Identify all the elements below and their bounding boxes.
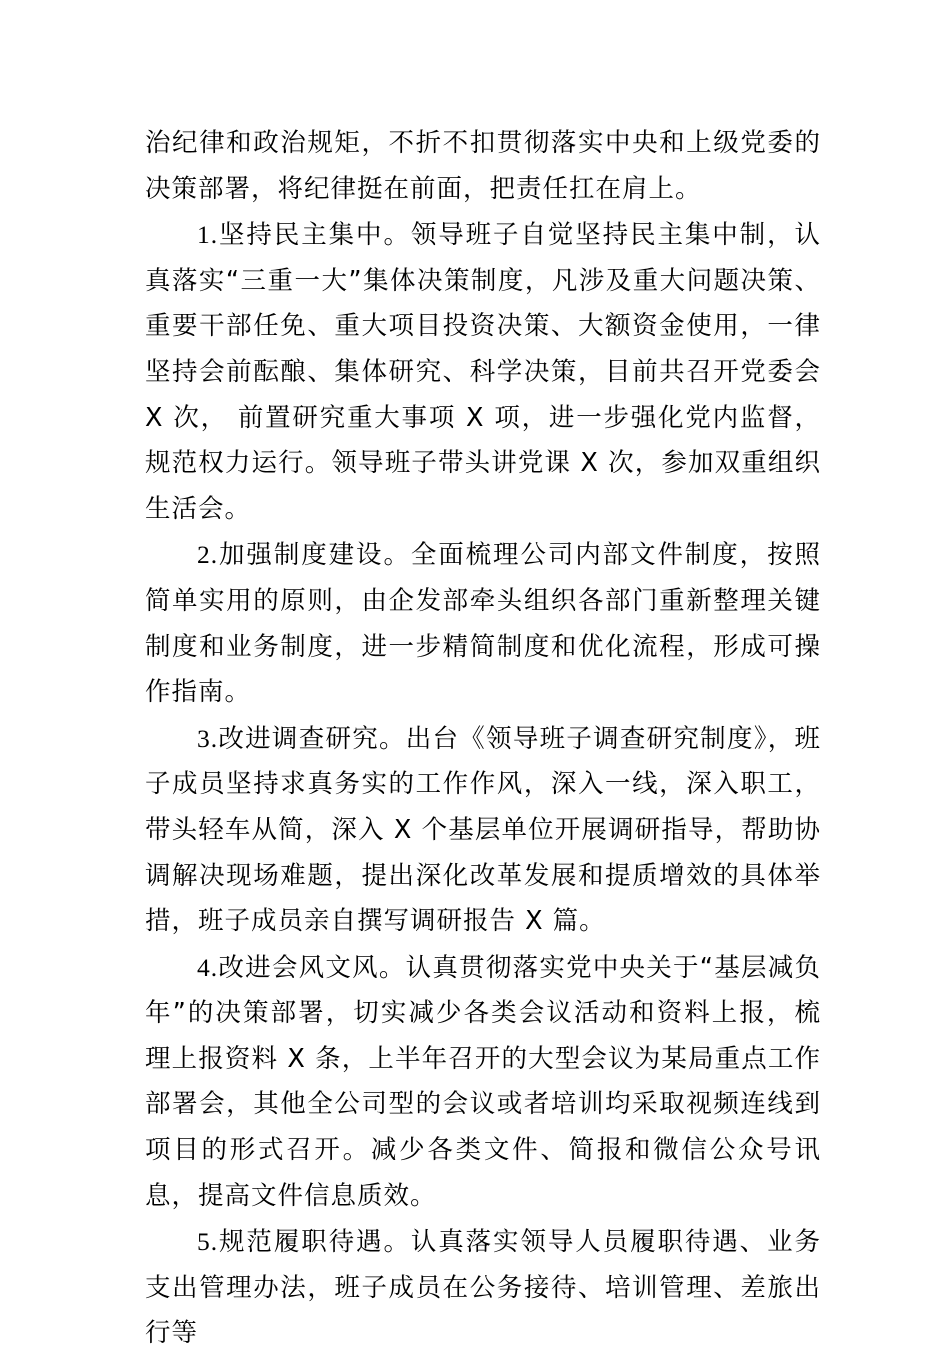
document-page — [145, 121, 821, 1357]
item-number: 1. — [197, 220, 219, 250]
paragraph-text: 加强制度建设。全面梳理公司内部文件制度，按照简单实用的原则，由企发部牵头组织各部门重新整理关键制度和业务制度，进一步精简制度和优化流程，形成可操作指南。 — [145, 540, 821, 708]
paragraph-text: 改进会风文风。认真贯彻落实党中央关于“基层减负年”的决策部署，切实减少各类会议活动和资料上报，梳理上报资料 X 条，上半年召开的大型会议为某局重点工作部署会，其他全公司型的会议或者培训均采取视频连线到项目的形式召开。减少各类文件、简报和微信公众号讯息，提高文件信息质效。 — [145, 952, 821, 1211]
paragraph-continuation — [145, 121, 821, 212]
paragraph-text: 治纪律和政治规矩，不折不扣贯彻落实中央和上级党委的决策部署，将纪律挺在前面，把责任扛在肩上。 — [145, 128, 821, 204]
paragraph-investigation-research — [145, 716, 821, 945]
paragraph-democratic-centralism — [145, 212, 821, 532]
paragraph-text: 规范履职待遇。认真落实领导人员履职待遇、业务支出管理办法，班子成员在公务接待、培训管理、差旅出行等 — [145, 1227, 821, 1349]
item-number: 5. — [197, 1227, 219, 1257]
paragraph-text: 坚持民主集中。领导班子自觉坚持民主集中制，认真落实“三重一大”集体决策制度，凡涉及重大问题决策、重要干部任免、重大项目投资决策、大额资金使用，一律坚持会前酝酿、集体研究、科学决策，目前共召开党委会 X 次， 前置研究重大事项 X 项，进一步强化党内监督，规范权力运行。领导班子带头讲党课 X 次，参加双重组织生活会。 — [145, 220, 821, 524]
item-number: 4. — [197, 952, 219, 982]
paragraph-text: 改进调查研究。出台《领导班子调查研究制度》，班子成员坚持求真务实的工作作风，深入一线，深入职工，带头轻车从简，深入 X 个基层单位开展调研指导，帮助协调解决现场难题，提出深化改革发展和提质增效的具体举措，班子成员亲自撰写调研报告 X 篇。 — [145, 723, 821, 937]
paragraph-meeting-style — [145, 945, 821, 1220]
paragraph-duty-treatment — [145, 1219, 821, 1357]
item-number: 2. — [197, 540, 219, 570]
paragraph-system-building — [145, 532, 821, 715]
item-number: 3. — [197, 723, 219, 753]
